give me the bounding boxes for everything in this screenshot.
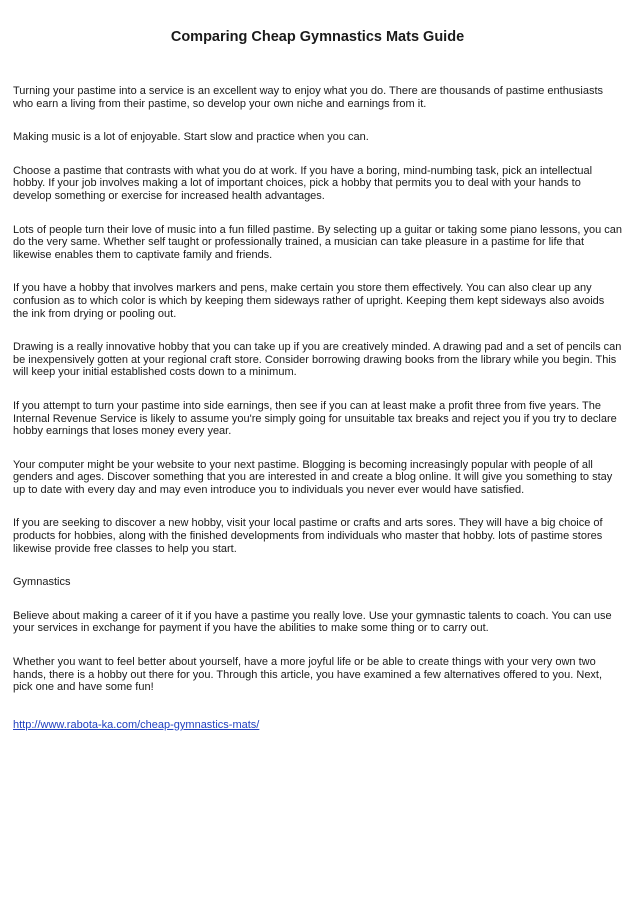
document-body bbox=[13, 85, 622, 733]
section-heading-gymnastics: Gymnastics bbox=[13, 576, 71, 589]
paragraph-2: Making music is a lot of enjoyable. Start slow and practice when you can. bbox=[13, 131, 369, 144]
paragraph-3: Choose a pastime that contrasts with what you do at work. If you have a boring, mind-numbing task, pick an intellectual hobby. If your job involves making a lot of important choices, pick a hobby that permits you to deal with your hands to develop something or exercise for increased health advantages. bbox=[13, 164, 593, 202]
paragraph-8: Your computer might be your website to your next pastime. Blogging is becoming increasingly popular with people of all genders and ages. Discover something that you are interested in and create a blog online. It will give you something to stay up to date with every day and may even introduce you to individuals you never ever would have satisfied. bbox=[13, 458, 613, 496]
paragraph-4: Lots of people turn their love of music into a fun filled pastime. By selecting up a guitar or taking some piano lessons, you can do the very same. Whether self taught or professionally trained, a musician can take pleasure in a pastime for life that likewise enables them to captivate family and friends. bbox=[13, 223, 623, 261]
paragraph-7: If you attempt to turn your pastime into side earnings, then see if you can at least make a profit three from five years. The Internal Revenue Service is likely to assume you're simply going for unsuitable tax breaks and reject you if you try to declare hobby earnings that loses money every year. bbox=[13, 399, 617, 438]
paragraph-9: If you are seeking to discover a new hobby, visit your local pastime or crafts and arts sores. They will have a big choice of products for hobbies, along with the finished developments from individuals who master that hobby. lots of pastime stores likewise provide free classes to help you start. bbox=[13, 517, 603, 555]
paragraph-6: Drawing is a really innovative hobby that you can take up if you are creatively minded. A drawing pad and a set of pencils can be inexpensively gotten at your regional craft store. Consider borrowing drawing books from the library while you begin. This will keep your initial established costs down to a minimum. bbox=[13, 341, 622, 379]
document-title: Comparing Cheap Gymnastics Mats Guide bbox=[170, 29, 465, 45]
paragraph-1: Turning your pastime into a service is an excellent way to enjoy what you do. There are thousands of pastime enthusiasts who earn a living from their pastime, so develop your own niche and earnings from it. bbox=[13, 85, 604, 110]
source-link[interactable]: http://www.rabota-ka.com/cheap-gymnastics-mats/ bbox=[13, 718, 260, 731]
paragraph-10: Believe about making a career of it if you have a pastime you really love. Use your gymnastic talents to coach. You can use your services in exchange for payment if you have the abilities to make some thing or to carry out. bbox=[13, 609, 612, 635]
paragraph-5: If you have a hobby that involves markers and pens, make certain you store them effectively. You can also clear up any confusion as to which color is which by keeping them sideways rather of upright. Keeping them kept sideways also avoids the ink from drying or pooling out. bbox=[13, 282, 605, 320]
paragraph-11: Whether you want to feel better about yourself, have a more joyful life or be able to create things with your very own two hands, there is a hobby out there for you. Through this article, you have examined a few alternatives offered to you. Next, pick one and have some fun! bbox=[13, 656, 603, 694]
